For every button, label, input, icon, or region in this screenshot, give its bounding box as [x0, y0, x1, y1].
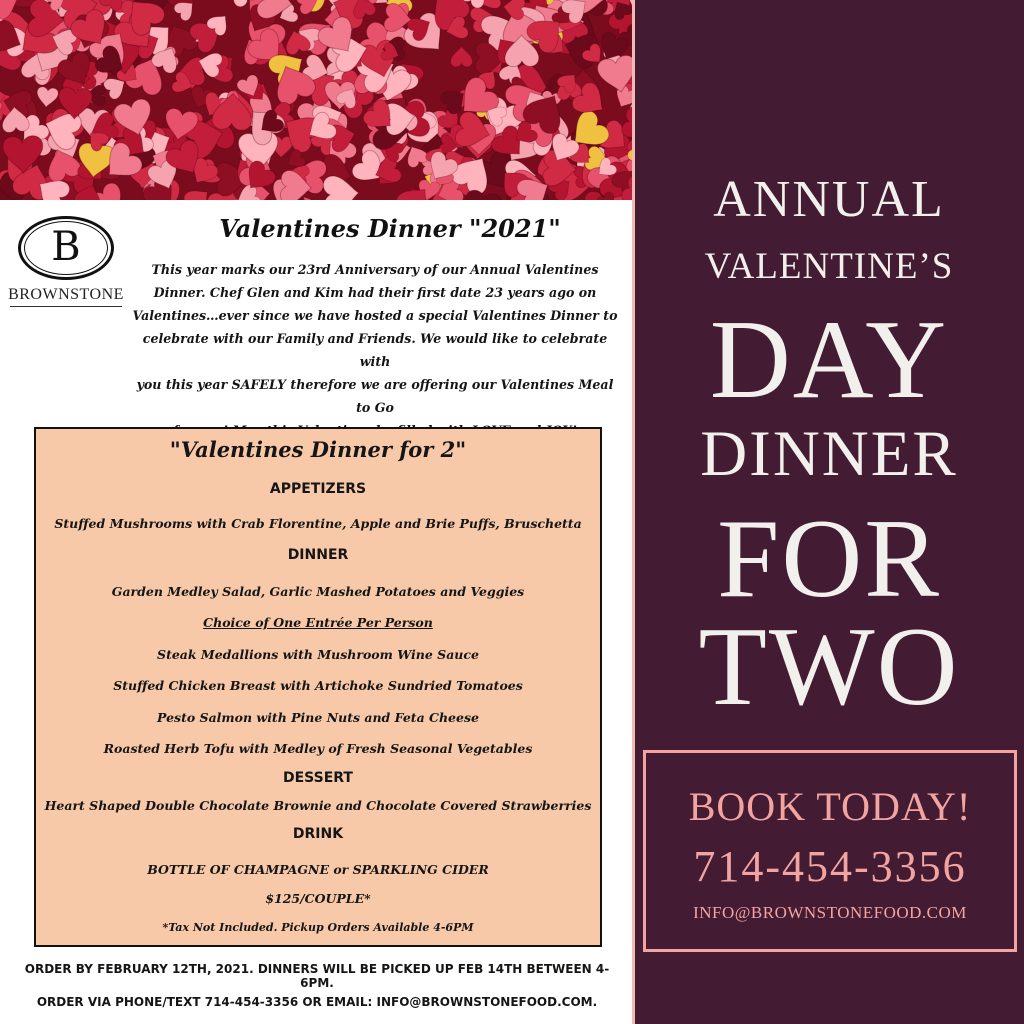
intro-paragraph — [130, 258, 620, 442]
intro-line: celebrate with our Family and Friends. We would like to celebrate with — [142, 331, 608, 369]
order-contact-text: ORDER VIA PHONE/TEXT 714-454-3356 OR EMAIL: INFO@BROWNSTONEFOOD.COM. — [36, 995, 598, 1009]
dessert-heading: DESSERT — [283, 770, 353, 786]
intro-line: you this year SAFELY therefore we are offering our Valentines Meal to Go — [136, 377, 614, 415]
intro-line: Dinner. Chef Glen and Kim had their first date 23 years ago on — [153, 285, 597, 300]
appetizers-heading: APPETIZERS — [269, 481, 367, 497]
confetti-heart — [36, 86, 59, 108]
dinner-heading: DINNER — [287, 547, 349, 563]
headline-annual: ANNUAL — [713, 171, 945, 228]
confetti-heart — [502, 0, 526, 20]
confetti-heart — [451, 47, 473, 67]
dinner-sides: Garden Medley Salad, Garlic Mashed Potatoes and Veggies — [111, 584, 525, 599]
logo-underline — [10, 306, 122, 307]
booking-email[interactable]: INFO@BROWNSTONEFOOD.COM — [693, 903, 967, 922]
flyer-title: Valentines Dinner "2021" — [219, 214, 561, 243]
logo-wordmark: BROWNSTONE — [8, 286, 124, 303]
headline-valentines: VALENTINE’S — [704, 246, 954, 287]
brownstone-logo — [6, 216, 126, 308]
entree-item: Stuffed Chicken Breast with Artichoke Sundried Tomatoes — [113, 678, 523, 693]
intro-line: This year marks our 23rd Anniversary of our Annual Valentines — [151, 262, 599, 277]
intro-line: Valentines…ever since we have hosted a special Valentines Dinner to — [132, 308, 618, 323]
headline-two: TWO — [698, 605, 960, 729]
menu-box — [34, 427, 602, 947]
dessert-item: Heart Shaped Double Chocolate Brownie and Chocolate Covered Strawberries — [44, 798, 592, 813]
booking-phone[interactable]: 714-454-3356 — [693, 842, 967, 891]
panel-divider — [632, 0, 635, 1024]
appetizers-item: Stuffed Mushrooms with Crab Florentine, Apple and Brie Puffs, Bruschetta — [54, 516, 582, 531]
book-today-label: BOOK TODAY! — [688, 784, 972, 829]
entree-item: Roasted Herb Tofu with Medley of Fresh Seasonal Vegetables — [103, 741, 533, 756]
headline-day: DAY — [709, 298, 949, 422]
menu-title: "Valentines Dinner for 2" — [169, 437, 467, 462]
drink-heading: DRINK — [292, 826, 344, 842]
drink-item: BOTTLE OF CHAMPAGNE or SPARKLING CIDER — [147, 862, 489, 877]
headline-for: FOR — [717, 497, 941, 621]
order-deadline-text: ORDER BY FEBRUARY 12TH, 2021. DINNERS WILL BE PICKED UP FEB 14TH BETWEEN 4-6PM. — [24, 962, 610, 990]
tax-note: *Tax Not Included. Pickup Orders Available 4-6PM — [162, 921, 474, 934]
hearts-confetti-graphic — [0, 0, 634, 200]
headline-dinner: DINNER — [700, 418, 958, 490]
booking-box — [643, 750, 1017, 952]
logo-letter: B — [51, 224, 81, 270]
hearts-confetti-image — [0, 0, 634, 200]
price: $125/COUPLE* — [265, 891, 371, 906]
entree-item: Pesto Salmon with Pine Nuts and Feta Cheese — [157, 710, 479, 725]
entree-choice-note: Choice of One Entrée Per Person — [203, 615, 433, 630]
entree-item: Steak Medallions with Mushroom Wine Sauce — [157, 647, 479, 662]
